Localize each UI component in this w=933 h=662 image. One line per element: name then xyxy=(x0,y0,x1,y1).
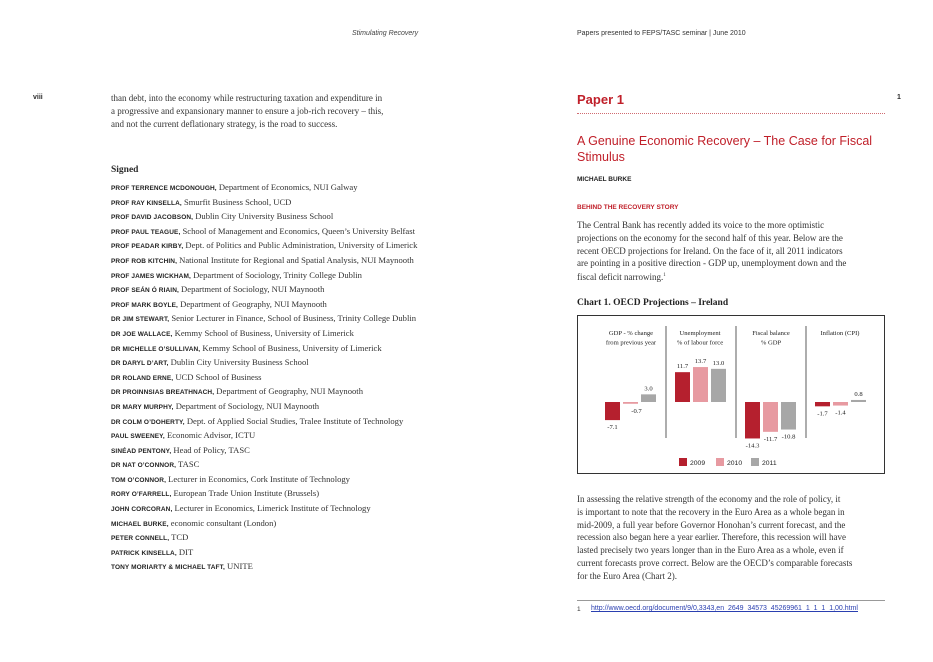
chart-data-label: -14.3 xyxy=(745,442,760,450)
signatory-item xyxy=(111,416,423,428)
signatory-name: PROF DAVID JACOBSON, xyxy=(111,214,194,222)
signatory-item xyxy=(111,386,423,398)
para1-line: recent OECD projections for Ireland. On the face of it, all 2011 indicators xyxy=(577,245,843,256)
signatory-item xyxy=(111,270,423,282)
paper-divider xyxy=(577,113,885,114)
intro-line: and not the current deflationary strategy, is the road to success. xyxy=(111,118,338,129)
signatory-affiliation: Lecturer in Economics, Limerick Institute of Technology xyxy=(174,503,371,514)
right-page-number: 1 xyxy=(897,94,901,101)
signatory-affiliation: Department of Sociology, Trinity College Dublin xyxy=(193,269,362,280)
signatory-item xyxy=(111,182,423,194)
signatory-affiliation: Smurfit Business School, UCD xyxy=(183,196,292,207)
chart-bar-2010 xyxy=(623,402,638,404)
signatory-item xyxy=(111,547,423,559)
chart-data-label: 11.7 xyxy=(676,363,689,371)
chart-data-label: 3.0 xyxy=(644,385,653,393)
footnote-number: 1 xyxy=(577,606,581,613)
body-paragraph-2 xyxy=(577,493,887,583)
right-running-head: Papers presented to FEPS/TASC seminar | June 2010 xyxy=(577,30,746,37)
signatory-name: TOM O’CONNOR, xyxy=(111,476,166,484)
signatory-name: PROF PEADAR KIRBY, xyxy=(111,243,184,251)
intro-line: a progressive and expansionary manner to ensure a job-rich recovery – this, xyxy=(111,105,384,116)
signatory-name: JOHN CORCORAN, xyxy=(111,506,173,514)
chart-bar-2010 xyxy=(763,402,778,432)
signatory-item xyxy=(111,372,423,384)
chart-data-label: -7.1 xyxy=(607,424,618,432)
chart-bar-2011 xyxy=(851,400,866,402)
chart-bar-2009 xyxy=(605,402,620,420)
signatory-name: DR MICHELLE O’SULLIVAN, xyxy=(111,345,201,353)
signatory-affiliation: Head of Policy, TASC xyxy=(173,444,250,455)
chart-bar-2011 xyxy=(641,394,656,402)
body-paragraph-1 xyxy=(577,219,887,284)
chart-frame xyxy=(577,315,885,474)
signatory-affiliation: TASC xyxy=(178,459,200,470)
signatory-affiliation: Department of Sociology, NUI Maynooth xyxy=(181,284,325,295)
signatory-name: PROF RAY KINSELLA, xyxy=(111,199,182,207)
para2-line: In assessing the relative strength of the economy and the role of policy, it xyxy=(577,494,841,504)
signatory-name: DR MARY MURPHY, xyxy=(111,403,174,411)
paper-title-line: Stimulus xyxy=(577,150,625,164)
para1-line: The Central Bank has recently added its voice to the more optimistic xyxy=(577,220,825,230)
signatory-name: TONY MORIARTY & MICHAEL TAFT, xyxy=(111,564,225,572)
chart-category-label: Inflation (CPI) xyxy=(820,330,860,337)
signatory-affiliation: School of Management and Economics, Queen’s University Belfast xyxy=(182,225,415,236)
left-page-number: viii xyxy=(33,94,43,101)
signatory-affiliation: Kemmy School of Business, University of Limerick xyxy=(174,327,354,338)
signatory-name: DR COLM O’DOHERTY, xyxy=(111,418,185,426)
chart-category-label: from previous year xyxy=(605,339,657,347)
section-heading: BEHIND THE RECOVERY STORY xyxy=(577,204,679,211)
para1-last-text: fiscal deficit narrowing. xyxy=(577,272,664,283)
chart-category-label: Unemployment xyxy=(679,330,721,337)
signatory-name: DR JOE WALLACE, xyxy=(111,330,173,338)
paper-label: Paper 1 xyxy=(577,92,624,107)
chart-data-label: -11.7 xyxy=(763,435,778,443)
signatory-name: SINÉAD PENTONY, xyxy=(111,447,172,455)
signatory-item xyxy=(111,240,423,252)
signatory-affiliation: European Trade Union Institute (Brussels) xyxy=(173,488,320,499)
chart-bar-2009 xyxy=(675,372,690,402)
signatory-item xyxy=(111,459,423,471)
signatory-name: DR DARYL D’ART, xyxy=(111,360,169,368)
signatory-item xyxy=(111,313,423,325)
legend-label: 2010 xyxy=(727,460,743,467)
chart-data-label: -1.4 xyxy=(835,409,846,417)
signatory-name: PATRICK KINSELLA, xyxy=(111,549,177,557)
signatory-affiliation: Dept. of Applied Social Studies, Tralee Institute of Technology xyxy=(186,415,404,426)
signatory-item xyxy=(111,226,423,238)
signatory-item xyxy=(111,197,423,209)
signatory-name: PROF TERRENCE MCDONOUGH, xyxy=(111,185,217,192)
signed-heading: Signed xyxy=(111,165,139,175)
para2-line: current forecasts prove correct. Below are the OECD’s comparable forecasts xyxy=(577,557,853,568)
signatory-item xyxy=(111,284,423,296)
chart-title: Chart 1. OECD Projections – Ireland xyxy=(577,298,729,308)
signatory-name: PAUL SWEENEY, xyxy=(111,433,165,441)
signatory-affiliation: Department of Geography, NUI Maynooth xyxy=(216,386,363,397)
signatory-name: DR NAT O’CONNOR, xyxy=(111,462,177,470)
signatory-affiliation: UNITE xyxy=(227,561,253,572)
signatory-item xyxy=(111,503,423,515)
chart-bar-2009 xyxy=(815,402,830,406)
chart-data-label: 13.7 xyxy=(694,358,707,366)
signatory-name: PROF SEÁN Ó RIAIN, xyxy=(111,287,179,295)
author-name: MICHAEL BURKE xyxy=(577,176,632,183)
chart-bar-2010 xyxy=(833,402,848,406)
signatory-affiliation: Dublin City University Business School xyxy=(195,211,334,222)
footnote-reference[interactable]: 1 xyxy=(663,273,666,279)
signatory-name: PROF JAMES WICKHAM, xyxy=(111,272,191,280)
signatory-list xyxy=(111,182,423,576)
para1-line: projections on the economy for the second half of this year. Below are the xyxy=(577,232,843,243)
legend-label: 2009 xyxy=(690,460,706,467)
chart-data-label: -0.7 xyxy=(631,407,642,415)
legend-swatch-2011 xyxy=(751,458,759,466)
signatory-item xyxy=(111,299,423,311)
signatory-affiliation: Dublin City University Business School xyxy=(170,357,309,368)
signatory-item xyxy=(111,328,423,340)
signatory-name: MICHAEL BURKE, xyxy=(111,520,169,528)
para2-line: lasted precisely two years longer than in the Euro Area as a whole, even if xyxy=(577,545,844,556)
chart-data-label: 13.0 xyxy=(712,359,725,367)
chart-category-label: Fiscal balance xyxy=(752,330,790,337)
intro-line: than debt, into the economy while restructuring taxation and expenditure in xyxy=(111,93,383,103)
signatory-name: DR JIM STEWART, xyxy=(111,316,170,324)
intro-paragraph xyxy=(111,92,421,130)
signatory-affiliation: Department of Economics, NUI Galway xyxy=(218,182,358,192)
chart-bar-2010 xyxy=(693,367,708,402)
signatory-name: DR ROLAND ERNE, xyxy=(111,374,174,382)
signatory-item xyxy=(111,445,423,457)
signatory-item xyxy=(111,518,423,530)
signatory-affiliation: TCD xyxy=(171,532,189,543)
para2-line: mid-2009, a full year before Governor Honohan’s current forecast, and the xyxy=(577,519,846,530)
signatory-item xyxy=(111,255,423,267)
signatory-affiliation: economic consultant (London) xyxy=(170,517,277,528)
para2-line: for the Euro Area (Chart 2). xyxy=(577,570,677,581)
chart-bar-2009 xyxy=(745,402,760,438)
signatory-item xyxy=(111,474,423,486)
signatory-affiliation: Economic Advisor, ICTU xyxy=(166,430,256,441)
legend-swatch-2010 xyxy=(716,458,724,466)
signatory-affiliation: Department of Geography, NUI Maynooth xyxy=(180,298,327,309)
legend-swatch-2009 xyxy=(679,458,687,466)
para1-line xyxy=(577,270,887,284)
signatory-affiliation: DIT xyxy=(178,546,194,557)
chart-data-label: 0.8 xyxy=(854,390,863,398)
chart-bar-2011 xyxy=(781,402,796,430)
signatory-affiliation: National Institute for Regional and Spatial Analysis, NUI Maynooth xyxy=(179,254,414,265)
signatory-affiliation: Senior Lecturer in Finance, School of Business, Trinity College Dublin xyxy=(171,313,417,324)
chart-bar-2011 xyxy=(711,369,726,402)
paper-title xyxy=(577,133,877,165)
signatory-item xyxy=(111,430,423,442)
signatory-affiliation: Kemmy School of Business, University of Limerick xyxy=(202,342,382,353)
signatory-name: PETER CONNELL, xyxy=(111,535,170,543)
signatory-affiliation: Department of Sociology, NUI Maynooth xyxy=(175,400,320,411)
signatory-name: PROF MARK BOYLE, xyxy=(111,301,178,309)
signatory-affiliation: Dept. of Politics and Public Administration, University of Limerick xyxy=(185,240,418,251)
chart-data-label: -10.8 xyxy=(781,433,796,441)
signatory-item xyxy=(111,401,423,413)
signatory-item xyxy=(111,532,423,544)
para2-line: is important to note that the recovery in the Euro Area as a whole began in xyxy=(577,506,845,517)
para1-line: are pointing in a positive direction - GDP up, unemployment down and the xyxy=(577,258,847,269)
signatory-name: PROF PAUL TEAGUE, xyxy=(111,228,181,236)
signatory-affiliation: Lecturer in Economics, Cork Institute of Technology xyxy=(168,473,350,484)
paper-title-line: A Genuine Economic Recovery – The Case for Fiscal xyxy=(577,134,873,148)
signatory-item xyxy=(111,561,423,573)
signatory-item xyxy=(111,211,423,223)
footnote-link[interactable]: http://www.oecd.org/document/9/0,3343,en_2649_34573_45269961_1_1_1_1,00.html xyxy=(591,605,858,612)
chart-category-label: % GDP xyxy=(760,339,782,347)
signatory-name: DR PROINNSIAS BREATHNACH, xyxy=(111,389,215,397)
chart-category-label: % of labour force xyxy=(676,339,724,347)
signatory-affiliation: UCD School of Business xyxy=(175,371,262,382)
signatory-name: PROF ROB KITCHIN, xyxy=(111,257,177,265)
signatory-item xyxy=(111,488,423,500)
signatory-item xyxy=(111,343,423,355)
left-running-head: Stimulating Recovery xyxy=(352,30,419,37)
legend-label: 2011 xyxy=(762,460,777,467)
footnote-divider xyxy=(577,600,885,601)
oecd-projections-chart xyxy=(578,316,884,473)
chart-data-label: -1.7 xyxy=(817,410,828,418)
signatory-item xyxy=(111,357,423,369)
signatory-name: RORY O’FARRELL, xyxy=(111,491,172,499)
para2-line: recession also began here a year earlier. Therefore, this recession will have xyxy=(577,532,846,543)
chart-category-label: GDP - % change xyxy=(608,330,654,337)
